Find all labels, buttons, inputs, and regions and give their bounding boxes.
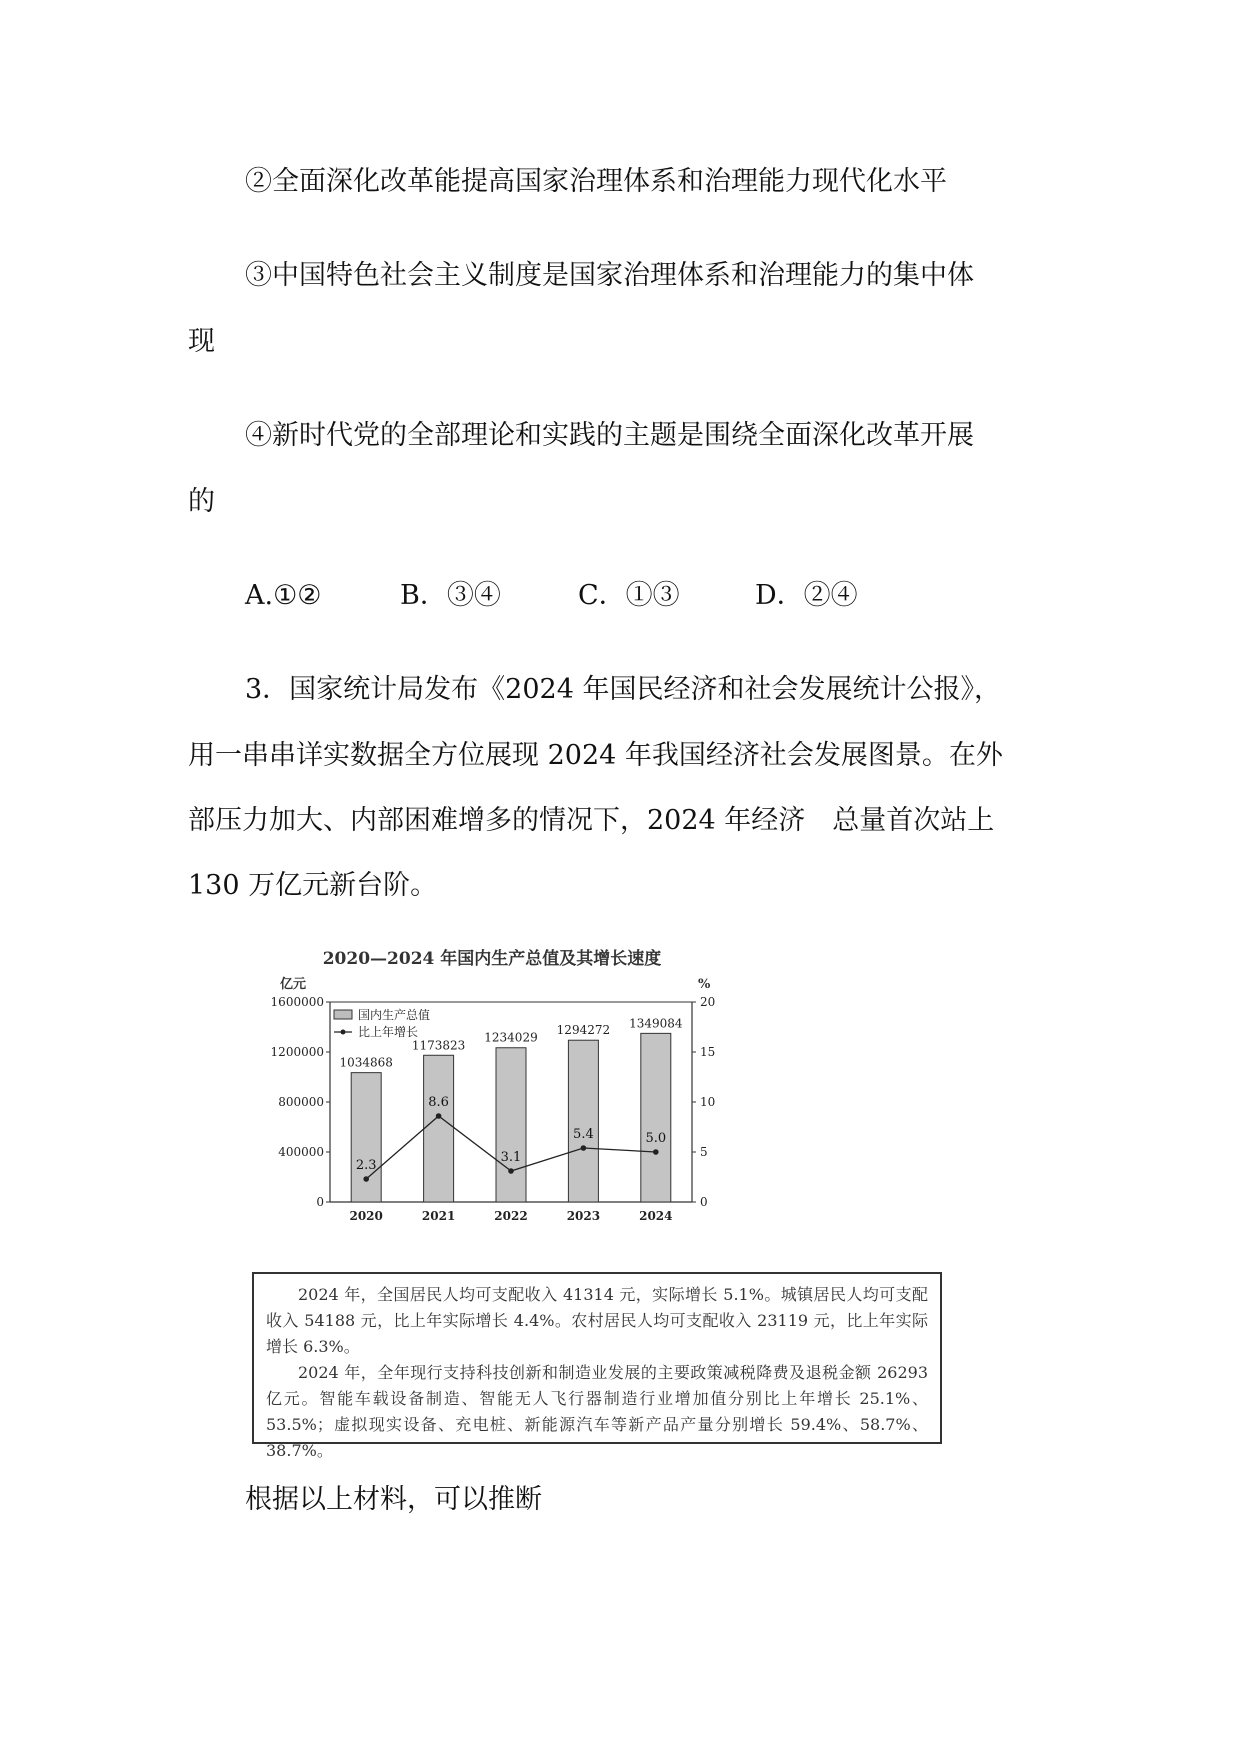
growth-rate-point xyxy=(508,1168,514,1174)
conclusion-line: 根据以上材料，可以推断 xyxy=(245,1484,542,1515)
growth-rate-label: 3.1 xyxy=(500,1150,522,1165)
right-tick-label: 20 xyxy=(700,995,716,1009)
right-tick-label: 10 xyxy=(700,1095,716,1109)
gdp-bar-label: 1294272 xyxy=(556,1023,611,1038)
question3-line2: 用一串串详实数据全方位展现 2024 年我国经济社会发展图景。在外 xyxy=(188,740,1003,771)
growth-rate-point xyxy=(653,1149,659,1155)
question3-line4: 130 万亿元新台阶。 xyxy=(188,870,438,901)
option-item-3-line1: ③中国特色社会主义制度是国家治理体系和治理能力的集中体 xyxy=(245,260,974,291)
gdp-bar xyxy=(424,1055,454,1202)
gdp-bar-label: 1034868 xyxy=(339,1055,393,1070)
choice-a[interactable]: A.①② xyxy=(245,580,322,611)
info-para-2: 2024 年，全年现行支持科技创新和制造业发展的主要政策减税降费及退税金额 26293 亿元。智能车载设备制造、智能无人飞行器制造行业增加值分别比上年增长 25.1%、53.5%；虚拟现实设备、充电桩、新能源汽车等新产品产量分别增长 59.4%、58.7%、38.7%。 xyxy=(266,1363,928,1460)
growth-rate-label: 2.3 xyxy=(355,1158,377,1173)
left-tick-label: 1600000 xyxy=(270,995,324,1009)
option-item-3-line2: 现 xyxy=(188,326,215,357)
gdp-chart xyxy=(262,938,722,1248)
choice-d[interactable]: D．②④ xyxy=(755,580,858,611)
x-tick-label: 2021 xyxy=(421,1209,456,1223)
growth-rate-point xyxy=(363,1176,369,1182)
growth-rate-label: 5.4 xyxy=(573,1127,594,1142)
x-tick-label: 2020 xyxy=(349,1209,383,1223)
legend-line-marker xyxy=(341,1030,346,1035)
right-axis-unit: % xyxy=(698,977,711,992)
question3-line3: 部压力加大、内部困难增多的情况下，2024 年经济 总量首次站上 xyxy=(188,805,995,836)
left-tick-label: 800000 xyxy=(278,1095,324,1109)
gdp-bar-label: 1349084 xyxy=(629,1016,683,1031)
gdp-chart-svg xyxy=(262,938,722,1248)
growth-rate-label: 5.0 xyxy=(645,1131,667,1146)
right-tick-label: 15 xyxy=(700,1045,716,1059)
x-tick-label: 2024 xyxy=(639,1209,673,1223)
left-axis-unit: 亿元 xyxy=(280,977,307,992)
x-tick-label: 2023 xyxy=(566,1209,601,1223)
right-tick-label: 0 xyxy=(700,1195,708,1209)
info-para-1: 2024 年，全国居民人均可支配收入 41314 元，实际增长 5.1%。城镇居民人均可支配收入 54188 元，比上年实际增长 4.4%。农村居民人均可支配收入 23119 元，比上年实际增长 6.3%。 xyxy=(266,1285,928,1356)
choice-b[interactable]: B．③④ xyxy=(400,580,501,611)
gdp-bar xyxy=(641,1033,671,1202)
legend-bar-label: 国内生产总值 xyxy=(358,1008,431,1022)
right-tick-label: 5 xyxy=(700,1145,708,1159)
choice-c[interactable]: C．①③ xyxy=(578,580,680,611)
plot-area xyxy=(271,995,716,1223)
gdp-bar xyxy=(351,1073,381,1202)
legend-bar-swatch xyxy=(334,1010,352,1019)
question3-line1: 3．国家统计局发布《2024 年国民经济和社会发展统计公报》， xyxy=(245,674,1001,705)
growth-rate-point xyxy=(436,1113,442,1119)
info-box xyxy=(252,1272,942,1460)
growth-rate-point xyxy=(581,1145,587,1151)
x-tick-label: 2022 xyxy=(494,1209,528,1223)
gdp-bar xyxy=(496,1048,526,1202)
option-item-4-line1: ④新时代党的全部理论和实践的主题是围绕全面深化改革开展 xyxy=(245,420,974,451)
option-item-4-line2: 的 xyxy=(188,486,215,517)
left-tick-label: 400000 xyxy=(278,1145,324,1159)
growth-rate-label: 8.6 xyxy=(428,1095,449,1110)
legend-line-label: 比上年增长 xyxy=(358,1025,419,1039)
chart-title: 2020—2024 年国内生产总值及其增长速度 xyxy=(322,949,662,969)
left-tick-label: 0 xyxy=(316,1195,324,1209)
gdp-bar-label: 1173823 xyxy=(411,1038,466,1053)
option-item-2: ②全面深化改革能提高国家治理体系和治理能力现代化水平 xyxy=(245,166,947,197)
left-tick-label: 1200000 xyxy=(270,1045,324,1059)
gdp-bar-label: 1234029 xyxy=(484,1030,538,1045)
gdp-bar xyxy=(568,1040,598,1202)
